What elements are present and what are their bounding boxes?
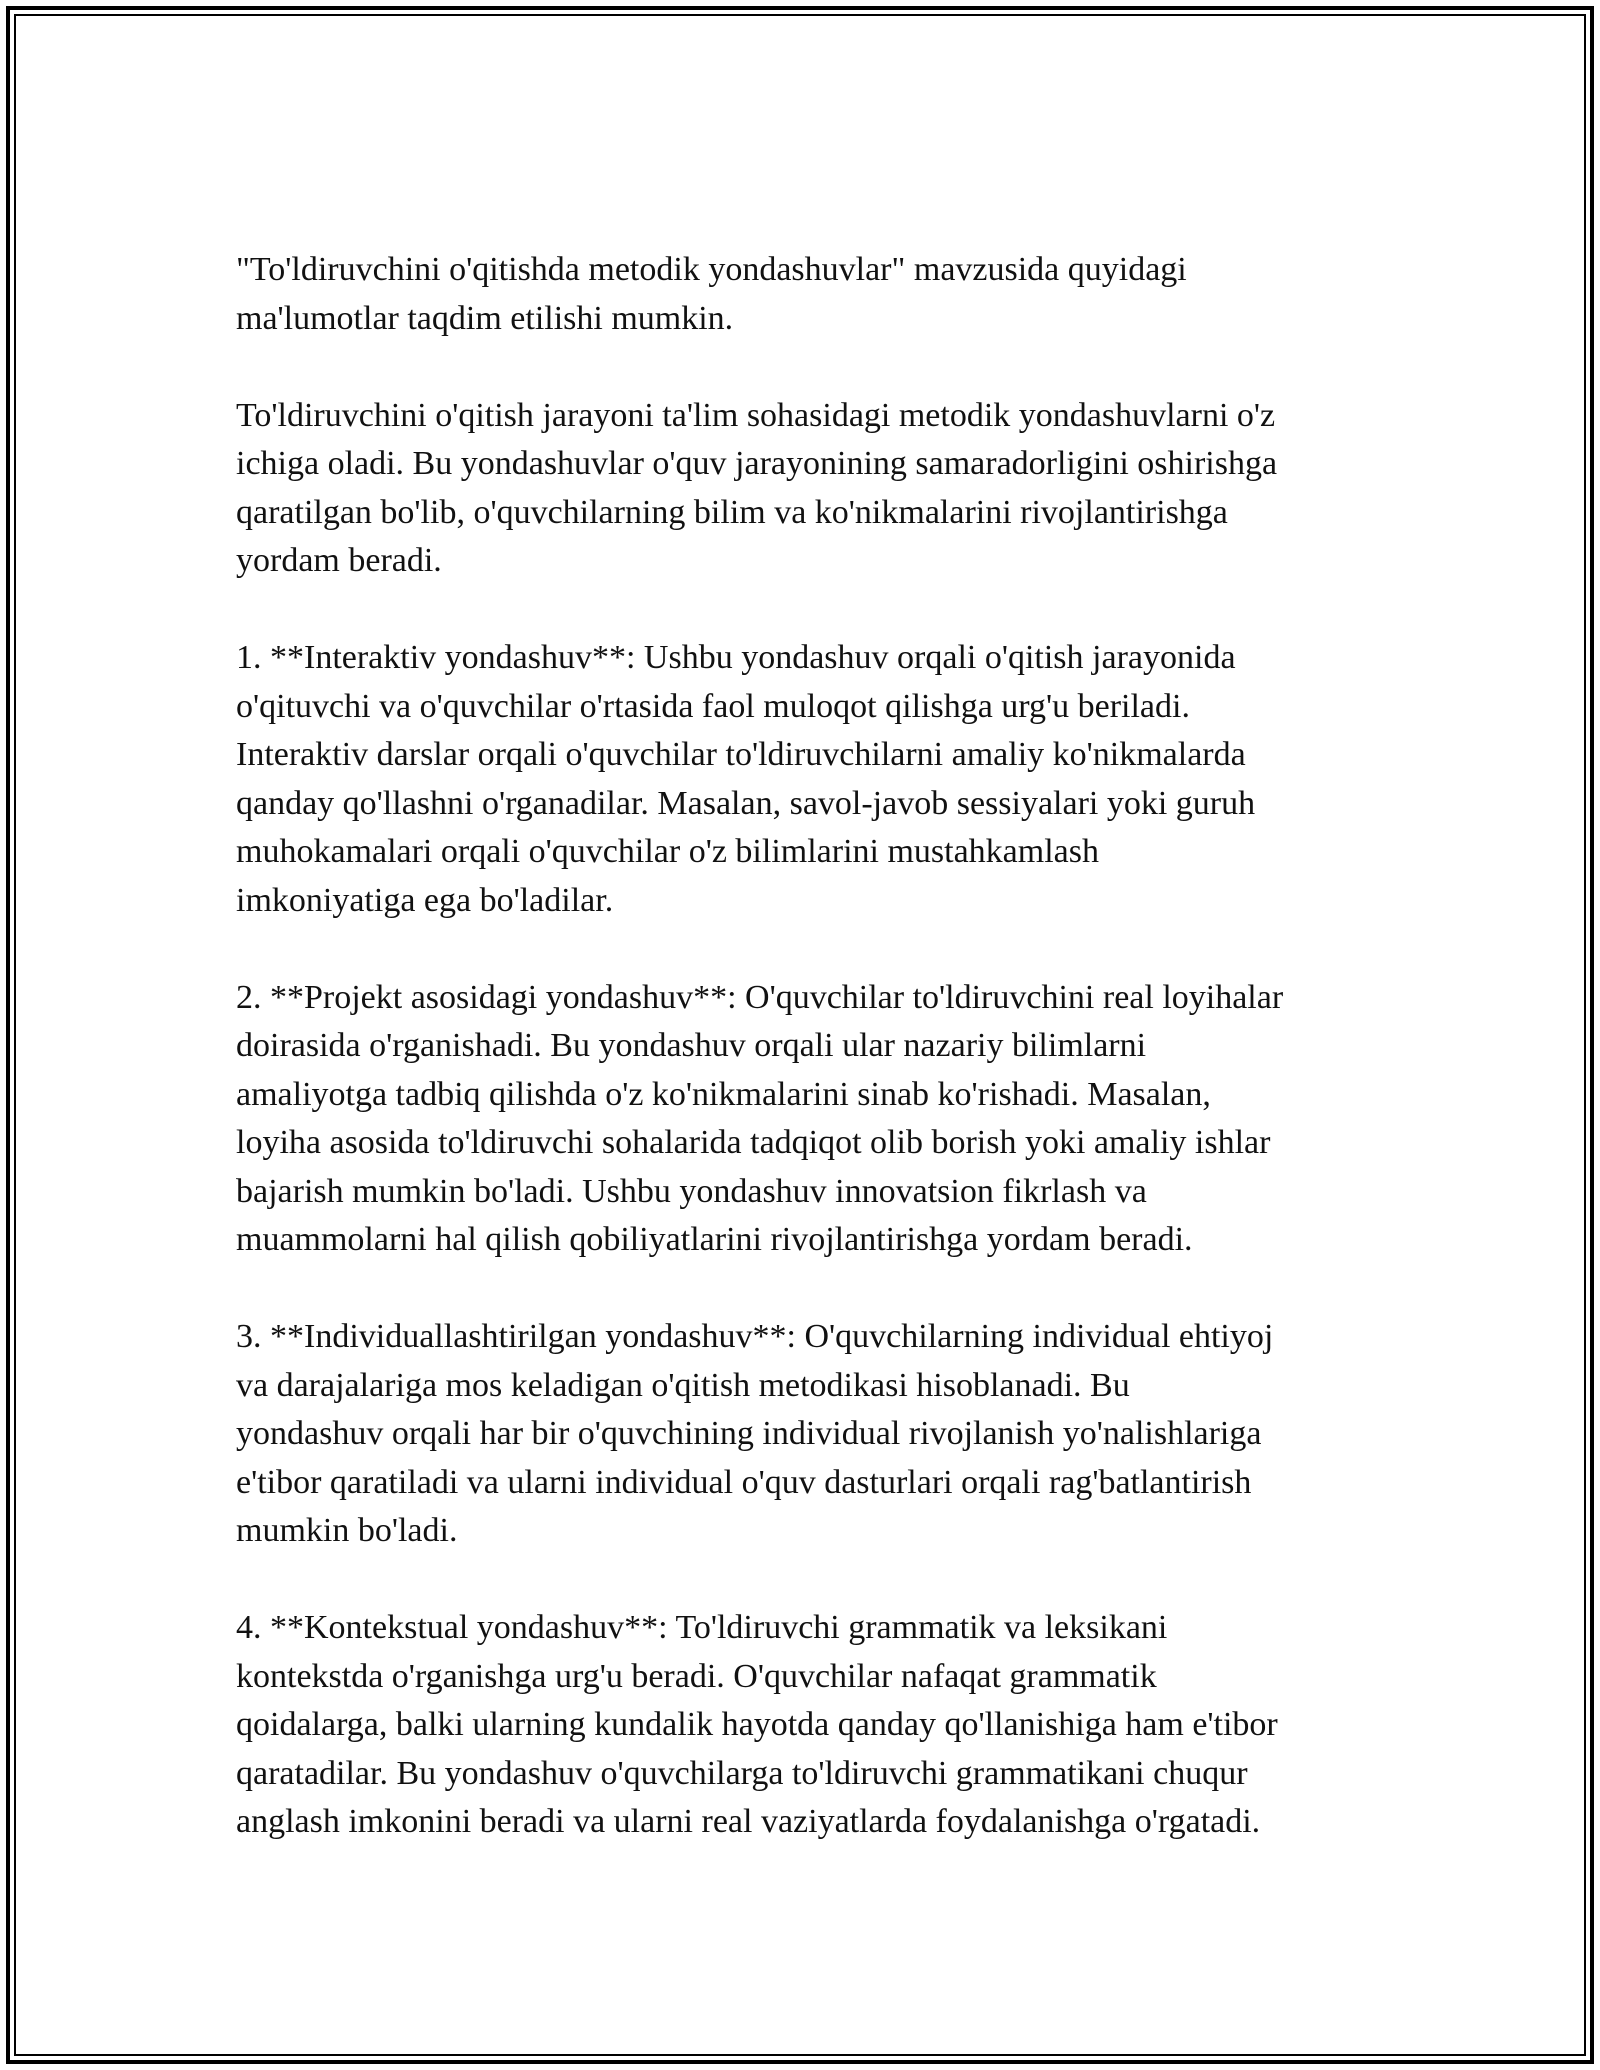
document-body xyxy=(236,246,1386,1895)
contextual-approach-paragraph: 4. **Kontekstual yondashuv**: To'ldiruvchi grammatik va leksikani kontekstda o'rganishga urg'u beradi. O'quvchilar nafaqat grammatik qoidalarga, balki ularning kundalik hayotda qanday qo'llanishiga ham e'tibor qaratadilar. Bu yondashuv o'quvchilarga to'ldiruvchi grammatikani chuqur anglash imkonini beradi va ularni real vaziyatlarda foydalanishga o'rgatadi. xyxy=(236,1609,1278,1840)
intro-paragraph: "To'ldiruvchini o'qitishda metodik yondashuvlar" mavzusida quyidagi ma'lumotlar taqdim etilishi mumkin. xyxy=(236,251,1187,337)
overview-paragraph: To'ldiruvchini o'qitish jarayoni ta'lim sohasidagi metodik yondashuvlarni o'z ichiga oladi. Bu yondashuvlar o'quv jarayonining samaradorligini oshirishga qaratilgan bo'lib, o'quvchilarning bilim va ko'nikmalarini rivojlantirishga yordam beradi. xyxy=(236,396,1278,579)
interactive-approach-paragraph: 1. **Interaktiv yondashuv**: Ushbu yondashuv orqali o'qitish jarayonida o'qituvchi va o'quvchilar o'rtasida faol muloqot qilishga urg'u beriladi. Interaktiv darslar orqali o'quvchilar to'ldiruvchilarni amaliy ko'nikmalarda qanday qo'llashni o'rganadilar. Masalan, savol-javob sessiyalari yoki guruh muhokamalari orqali o'quvchilar o'z bilimlarini mustahkamlash imkoniyatiga ega bo'ladilar. xyxy=(236,639,1256,919)
project-approach-paragraph: 2. **Projekt asosidagi yondashuv**: O'quvchilar to'ldiruvchini real loyihalar doirasida o'rganishadi. Bu yondashuv orqali ular nazariy bilimlarni amaliyotga tadbiq qilishda o'z ko'nikmalarini sinab ko'rishadi. Masalan, loyiha asosida to'ldiruvchi sohalarida tadqiqot olib borish yoki amaliy ishlar bajarish mumkin bo'ladi. Ushbu yondashuv innovatsion fikrlash va muammolarni hal qilish qobiliyatlarini rivojlantirishga yordam beradi. xyxy=(236,978,1284,1258)
individualized-approach-paragraph: 3. **Individuallashtirilgan yondashuv**: O'quvchilarning individual ehtiyoj va darajalariga mos keladigan o'qitish metodikasi hisoblanadi. Bu yondashuv orqali har bir o'quvchining individual rivojlanish yo'nalishlariga e'tibor qaratiladi va ularni individual o'quv dasturlari orqali rag'batlantirish mumkin bo'ladi. xyxy=(236,1318,1274,1549)
